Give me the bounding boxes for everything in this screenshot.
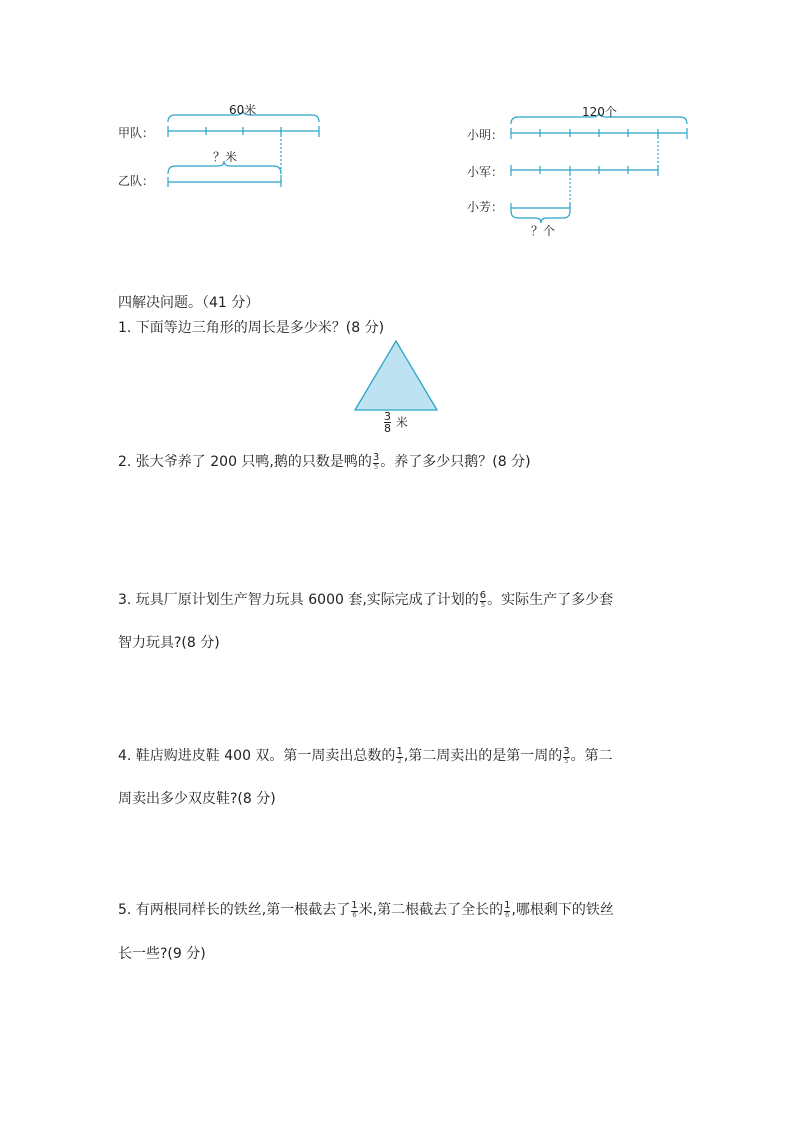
equilateral-triangle (355, 341, 437, 410)
right-unknown-label: ？个 (531, 224, 556, 238)
fraction: $\frac{1}{6}$ (351, 900, 358, 919)
triangle-side-unit: 米 (395, 415, 408, 430)
right-diagram (511, 112, 687, 223)
fraction: $\frac{1}{6}$ (504, 900, 511, 919)
question-4-line-2: 周卖出多少双皮鞋?(8 分) (118, 791, 276, 807)
left-unknown-label: ？米 (213, 150, 238, 164)
left-diagram (168, 110, 319, 187)
fraction: $\frac{6}{5}$ (479, 590, 487, 609)
fraction: $\frac{3}{5}$ (372, 452, 380, 471)
fraction: $\frac{3}{5}$ (563, 746, 570, 765)
xiaojun-label: 小军： (467, 165, 504, 179)
section-title: 四解决问题。（41 分） (118, 295, 260, 311)
right-total-label: 120个 (582, 105, 617, 119)
triangle-side-label: $\frac{3}{8}$ 米 (384, 410, 408, 435)
question-3-line-2: 智力玩具?(8 分) (118, 635, 220, 651)
jia-team-label: 甲队： (118, 126, 155, 140)
question-3-line-1: 3. 玩具厂原计划生产智力玩具 6000 套,实际完成了计划的 $\frac{6}{5}$ 。实际生产了多少套 (118, 590, 614, 609)
question-1: 1. 下面等边三角形的周长是多少米？(8 分) (118, 320, 385, 336)
question-2: 2. 张大爷养了 200 只鸭,鹅的只数是鸭的 $\frac{3}{5}$ 。养了多少只鹅？(8 分) (118, 452, 531, 471)
question-5-line-1: 5. 有两根同样长的铁丝,第一根截去了 $\frac{1}{6}$ 米,第二根截去了全长的 $\frac{1}{6}$ ,哪根剩下的铁丝 (118, 900, 614, 919)
left-total-label: 60米 (229, 103, 257, 117)
xiaofang-label: 小芳： (467, 200, 504, 214)
fraction: $\frac{1}{2}$ (396, 746, 403, 765)
yi-team-label: 乙队： (118, 174, 155, 188)
xiaoming-label: 小明： (467, 128, 504, 142)
question-5-line-2: 长一些?(9 分) (118, 946, 206, 962)
question-4-line-1: 4. 鞋店购进皮鞋 400 双。第一周卖出总数的 $\frac{1}{2}$ ,第二周卖出的是第一周的 $\frac{3}{5}$ 。第二 (118, 746, 613, 765)
